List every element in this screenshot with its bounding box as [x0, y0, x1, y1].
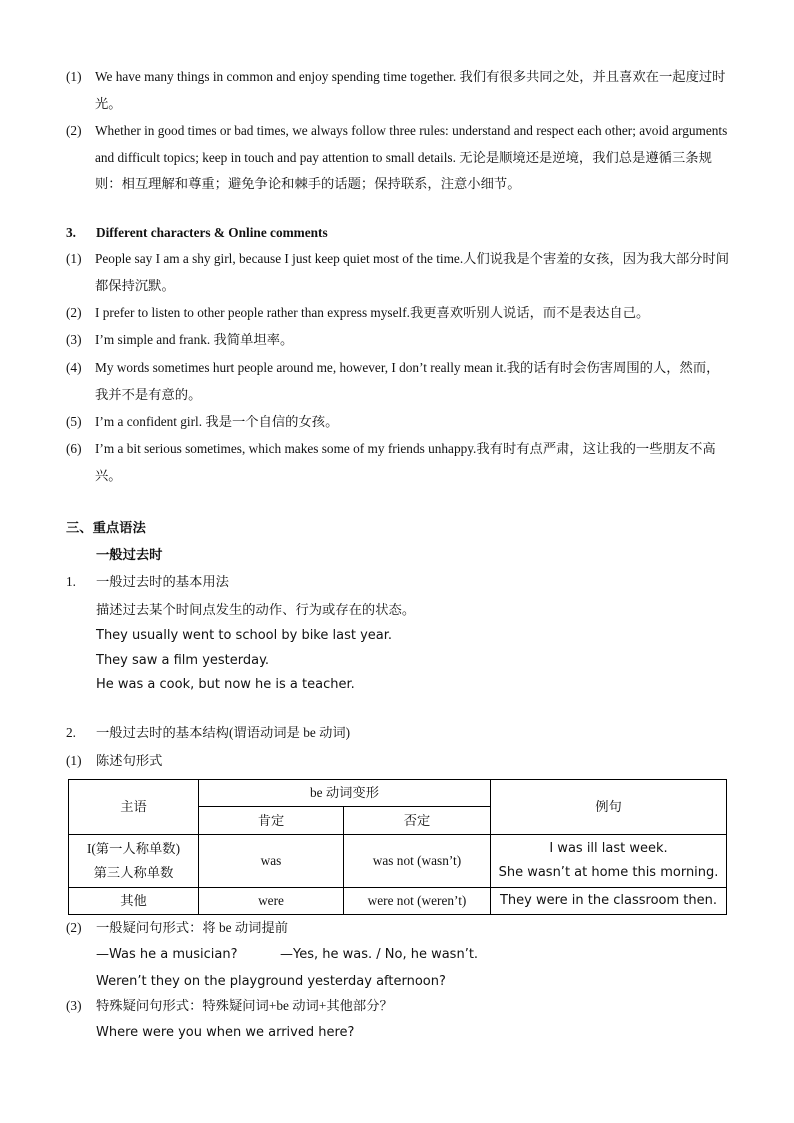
- table-cell-subject: [69, 835, 199, 888]
- example-sentence: They usually went to school by bike last year.: [96, 628, 393, 643]
- point-title: 一般过去时的基本用法: [96, 574, 229, 589]
- grammar-subheading: 一般过去时: [96, 547, 163, 562]
- item-text: I’m simple and frank. 我简单坦率。: [95, 332, 294, 347]
- table-cell-positive: was: [199, 835, 344, 888]
- item-number: (1): [66, 251, 82, 266]
- example-answer: —Yes, he was. / No, he wasn’t.: [280, 947, 479, 962]
- list-item: [66, 355, 730, 408]
- table-cell-negative: was not (wasn’t): [344, 835, 491, 888]
- item-text: Whether in good times or bad times, we always follow three rules: understand and respect each other; avoid arguments and difficult topics; keep in touch and pay attention to small details. 无论是顺境还是逆境，我们总是遵循三条规则：相互理解和尊重；避免争论和棘手的话题；保持联系，注意小细节。: [95, 123, 728, 191]
- grammar-heading: 三、重点语法: [66, 520, 146, 535]
- point-number: 2.: [66, 725, 76, 740]
- example-sentence: He was a cook, but now he is a teacher.: [96, 677, 355, 692]
- table-header-subject: 主语: [69, 780, 199, 835]
- subpoint-title: 陈述句形式: [96, 753, 163, 768]
- table-header-negative: 否定: [344, 807, 491, 835]
- item-text: My words sometimes hurt people around me, however, I don’t really mean it.我的话有时会伤害周围的人，然而，我并不是有意的。: [95, 360, 720, 402]
- example-sentence: Where were you when we arrived here?: [96, 1025, 355, 1040]
- table-cell-example: [491, 835, 727, 888]
- point-number: 1.: [66, 574, 76, 589]
- point-title: 一般过去时的基本结构(谓语动词是 be 动词): [96, 725, 351, 740]
- list-item: [66, 246, 730, 299]
- item-number: (2): [66, 305, 82, 320]
- item-number: (6): [66, 441, 82, 456]
- list-item: [66, 436, 730, 489]
- subpoint-title: 一般疑问句形式：将 be 动词提前: [96, 920, 289, 935]
- item-text: I prefer to listen to other people rather than express myself.我更喜欢听别人说话，而不是表达自己。: [95, 305, 650, 320]
- cell-line: She wasn’t at home this morning.: [498, 865, 719, 880]
- point-description: 描述过去某个时间点发生的动作、行为或存在的状态。: [96, 602, 416, 617]
- table-cell-example: They were in the classroom then.: [491, 888, 727, 915]
- list-item: [66, 409, 730, 436]
- subpoint-number: (2): [66, 920, 82, 935]
- table-cell-positive: were: [199, 888, 344, 915]
- example-question: —Was he a musician?: [96, 947, 238, 962]
- cell-line: 第三人称单数: [93, 865, 174, 880]
- item-number: (5): [66, 414, 82, 429]
- subpoint-number: (1): [66, 753, 82, 768]
- item-text: I’m a bit serious sometimes, which makes some of my friends unhappy.我有时有点严肃，这让我的一些朋友不高兴。: [95, 441, 716, 483]
- table-header-example: 例句: [491, 780, 727, 835]
- section-title: Different characters & Online comments: [96, 225, 328, 240]
- item-text: We have many things in common and enjoy spending time together. 我们有很多共同之处，并且喜欢在一起度过时光。: [95, 69, 726, 111]
- cell-line: I(第一人称单数): [86, 841, 181, 856]
- item-number: (3): [66, 332, 82, 347]
- item-text: People say I am a shy girl, because I just keep quiet most of the time.人们说我是个害羞的女孩，因为我大部分时间都保持沉默。: [95, 251, 730, 293]
- list-item: [66, 118, 730, 198]
- list-item: [66, 300, 730, 327]
- example-sentence: Weren’t they on the playground yesterday afternoon?: [96, 974, 446, 989]
- example-sentence: They saw a film yesterday.: [96, 653, 270, 668]
- item-text: I’m a confident girl. 我是一个自信的女孩。: [95, 414, 339, 429]
- section-number: 3.: [66, 225, 76, 240]
- subpoint-number: (3): [66, 998, 82, 1013]
- item-number: (4): [66, 360, 82, 375]
- list-item: [66, 64, 730, 117]
- be-verb-table: [68, 779, 727, 915]
- subpoint-title: 特殊疑问句形式：特殊疑问词+be 动词+其他部分？: [96, 998, 393, 1013]
- table-row: [69, 888, 727, 915]
- item-number: (1): [66, 69, 82, 84]
- item-number: (2): [66, 123, 82, 138]
- table-row: [69, 835, 727, 888]
- table-cell-subject: 其他: [69, 888, 199, 915]
- list-item: [66, 327, 730, 354]
- cell-line: I was ill last week.: [549, 841, 668, 856]
- table-header-positive: 肯定: [199, 807, 344, 835]
- table-cell-negative: were not (weren’t): [344, 888, 491, 915]
- table-header-be: be 动词变形: [199, 780, 491, 807]
